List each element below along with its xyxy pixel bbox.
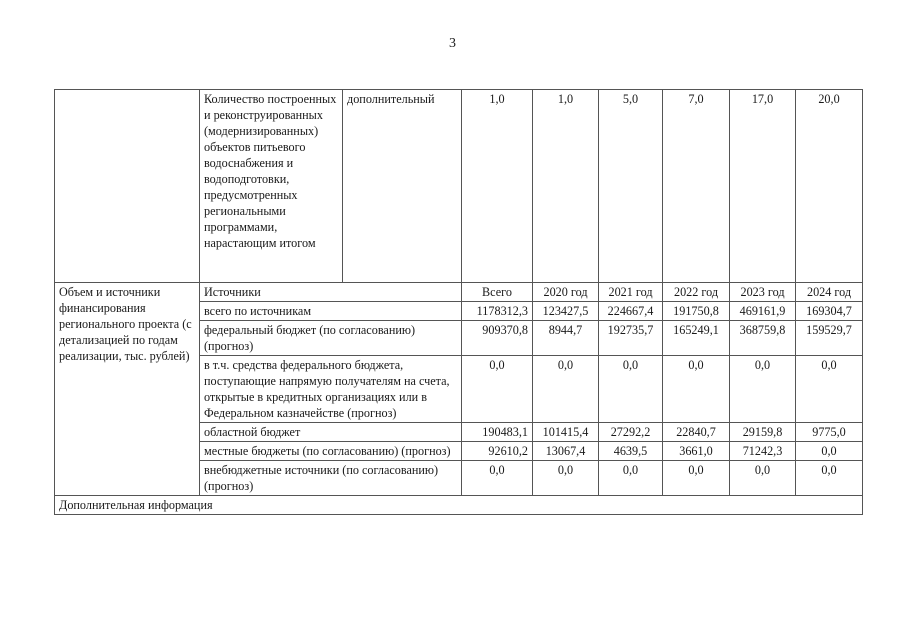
indicator-value: 1,0 xyxy=(533,90,599,283)
financing-value: 123427,5 xyxy=(533,302,599,321)
indicator-value: 7,0 xyxy=(663,90,730,283)
year-header: 2021 год xyxy=(599,283,663,302)
financing-value: 0,0 xyxy=(599,461,663,496)
indicator-row xyxy=(55,90,863,283)
financing-value: 0,0 xyxy=(796,442,863,461)
financing-row-label: областной бюджет xyxy=(200,423,462,442)
indicator-base-value: 1,0 xyxy=(462,90,533,283)
page-number: 3 xyxy=(449,36,456,51)
financing-value: 0,0 xyxy=(533,356,599,423)
financing-header-row xyxy=(55,283,863,302)
financing-value: 27292,2 xyxy=(599,423,663,442)
financing-value: 4639,5 xyxy=(599,442,663,461)
financing-value: 0,0 xyxy=(796,461,863,496)
financing-value: 8944,7 xyxy=(533,321,599,356)
indicator-value: 20,0 xyxy=(796,90,863,283)
financing-value: 0,0 xyxy=(663,356,730,423)
financing-section-label: Объем и источники финансирования регионального проекта (с детализацией по годам реализации, тыс. рублей) xyxy=(55,283,200,496)
project-table xyxy=(54,89,863,515)
financing-row-label: внебюджетные источники (по согласованию) (прогноз) xyxy=(200,461,462,496)
financing-value: 192735,7 xyxy=(599,321,663,356)
financing-row-label: в т.ч. средства федерального бюджета, поступающие напрямую получателям на счета, открытые в кредитных организациях или в Федеральном казначействе (прогноз) xyxy=(200,356,462,423)
financing-value: 0,0 xyxy=(599,356,663,423)
financing-value: 71242,3 xyxy=(730,442,796,461)
financing-value: 191750,8 xyxy=(663,302,730,321)
financing-value: 101415,4 xyxy=(533,423,599,442)
indicator-type: дополнительный xyxy=(343,90,462,283)
financing-value: 22840,7 xyxy=(663,423,730,442)
sources-header: Источники xyxy=(200,283,462,302)
financing-value: 9775,0 xyxy=(796,423,863,442)
indicator-blank-cell xyxy=(55,90,200,283)
year-header: 2023 год xyxy=(730,283,796,302)
financing-value: 0,0 xyxy=(796,356,863,423)
financing-total: 0,0 xyxy=(462,356,533,423)
indicator-value: 17,0 xyxy=(730,90,796,283)
financing-value: 3661,0 xyxy=(663,442,730,461)
financing-total: 1178312,3 xyxy=(462,302,533,321)
financing-value: 29159,8 xyxy=(730,423,796,442)
financing-value: 165249,1 xyxy=(663,321,730,356)
financing-value: 13067,4 xyxy=(533,442,599,461)
financing-total: 92610,2 xyxy=(462,442,533,461)
financing-row-label: местные бюджеты (по согласованию) (прогноз) xyxy=(200,442,462,461)
financing-value: 159529,7 xyxy=(796,321,863,356)
indicator-value: 5,0 xyxy=(599,90,663,283)
financing-value: 0,0 xyxy=(730,461,796,496)
financing-value: 368759,8 xyxy=(730,321,796,356)
financing-value: 469161,9 xyxy=(730,302,796,321)
financing-total: 0,0 xyxy=(462,461,533,496)
financing-total: 909370,8 xyxy=(462,321,533,356)
year-header: 2020 год xyxy=(533,283,599,302)
additional-info-row xyxy=(55,496,863,515)
financing-value: 0,0 xyxy=(663,461,730,496)
financing-value: 169304,7 xyxy=(796,302,863,321)
year-header: 2024 год xyxy=(796,283,863,302)
indicator-label: Количество построенных и реконструированных (модернизированных) объектов питьевого водоснабжения и водоподготовки, предусмотренных региональными программами, нарастающим итогом xyxy=(200,90,343,283)
financing-row-label: федеральный бюджет (по согласованию) (прогноз) xyxy=(200,321,462,356)
financing-value: 0,0 xyxy=(730,356,796,423)
financing-total: 190483,1 xyxy=(462,423,533,442)
additional-info: Дополнительная информация xyxy=(55,496,863,515)
year-header: 2022 год xyxy=(663,283,730,302)
total-header: Всего xyxy=(462,283,533,302)
financing-value: 0,0 xyxy=(533,461,599,496)
financing-row-label: всего по источникам xyxy=(200,302,462,321)
financing-value: 224667,4 xyxy=(599,302,663,321)
